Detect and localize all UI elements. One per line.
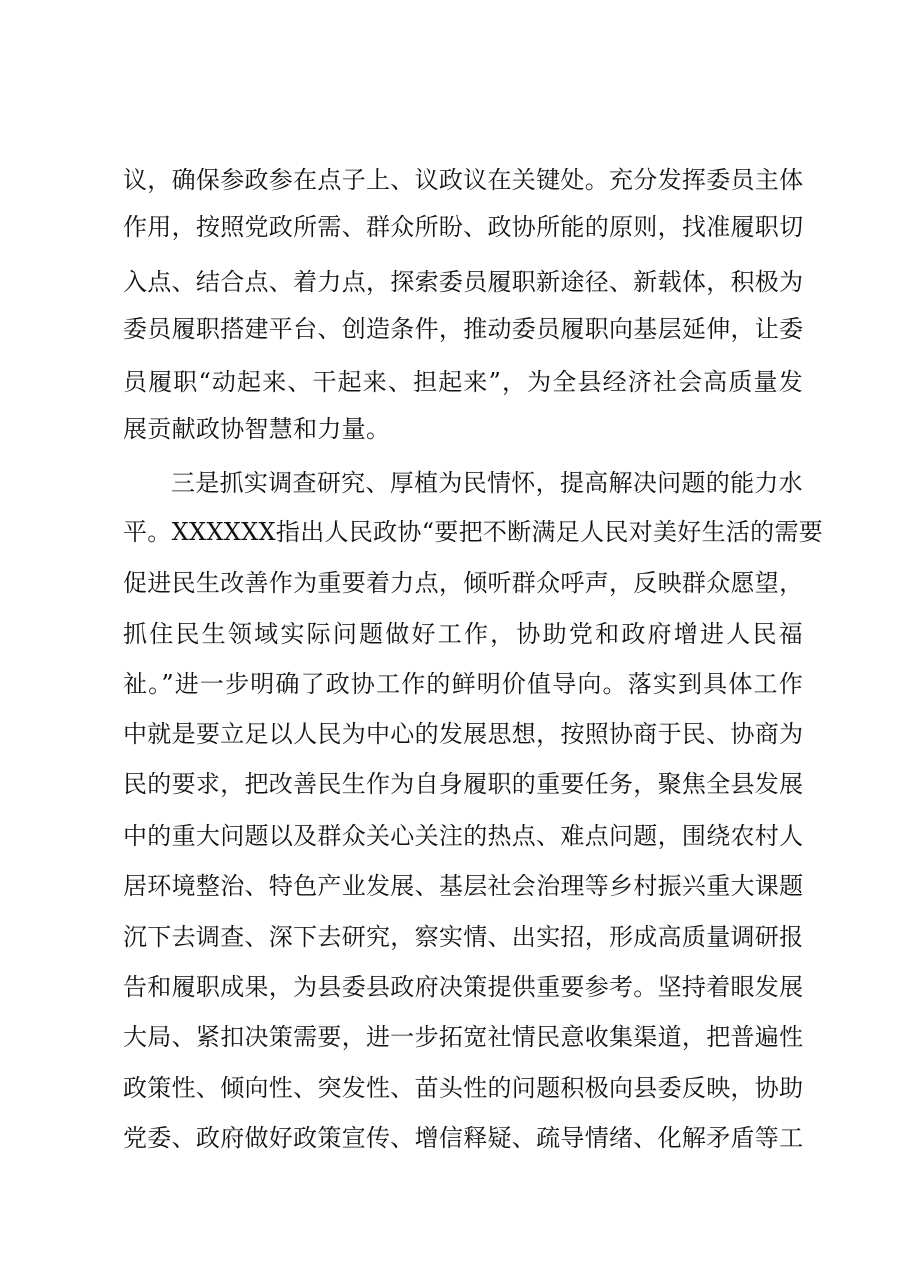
- paragraph-line: 祉。”进一步明确了政协工作的鲜明价值导向。落实到具体工作: [123, 670, 803, 698]
- paragraph-line: 中的重大问题以及群众关心关注的热点、难点问题，围绕农村人: [123, 822, 804, 850]
- paragraph-line: 民的要求，把改善民生作为自身履职的重要任务，聚焦全县发展: [123, 770, 804, 798]
- paragraph-line: 委员履职搭建平台、创造条件，推动委员履职向基层延伸，让委: [123, 315, 804, 343]
- paragraph-line: 大局、紧扣决策需要，进一步拓宽社情民意收集渠道，把普遍性: [123, 1023, 804, 1051]
- paragraph-line: 员履职“动起来、干起来、担起来”，为全县经济社会高质量发: [123, 368, 803, 396]
- paragraph-line: 入点、结合点、着力点，探索委员履职新途径、新载体，积极为: [123, 268, 804, 296]
- paragraph-line: 展贡献政协智慧和力量。: [123, 415, 391, 443]
- paragraph-line: 平。XXXXXX指出人民政协“要把不断满足人民对美好生活的需要: [123, 518, 824, 546]
- paragraph-line: 抓住民生领域实际问题做好工作，协助党和政府增进人民福: [123, 620, 803, 648]
- paragraph-line: 中就是要立足以人民为中心的发展思想，按照协商于民、协商为: [123, 720, 804, 748]
- paragraph-line: 沉下去调查、深下去研究，察实情、出实招，形成高质量调研报: [123, 923, 804, 951]
- paragraph-line: 作用，按照党政所需、群众所盼、政协所能的原则，找准履职切: [123, 213, 804, 241]
- paragraph-line: 议，确保参政参在点子上、议政议在关键处。充分发挥委员主体: [123, 166, 804, 194]
- paragraph-first-line: 三是抓实调查研究、厚植为民情怀，提高解决问题的能力水: [171, 469, 803, 497]
- paragraph-line: 告和履职成果，为县委县政府决策提供重要参考。坚持着眼发展: [123, 973, 804, 1001]
- paragraph-line: 促进民生改善作为重要着力点，倾听群众呼声，反映群众愿望，: [123, 569, 804, 597]
- paragraph-line: 党委、政府做好政策宣传、增信释疑、疏导情绪、化解矛盾等工: [123, 1124, 804, 1152]
- paragraph-line: 政策性、倾向性、突发性、苗头性的问题积极向县委反映，协助: [123, 1074, 804, 1102]
- paragraph-line: 居环境整治、特色产业发展、基层社会治理等乡村振兴重大课题: [123, 872, 804, 900]
